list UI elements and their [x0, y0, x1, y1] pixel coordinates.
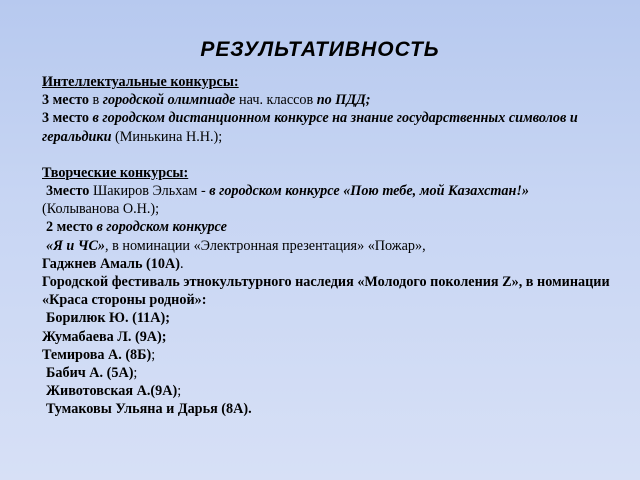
place: 2 место: [46, 219, 93, 236]
contest: «Я и ЧС»: [46, 237, 106, 254]
creative-item-2-detail: [42, 237, 612, 255]
student-1: Борилюк Ю. (11А);: [46, 310, 170, 327]
intellectual-header: Интеллектуальные конкурсы:: [42, 74, 239, 90]
creative-item-2-student: Гаджнев Амаль (10А).: [42, 255, 184, 272]
student-5: Животовская А.(9А);: [46, 383, 182, 400]
event: в городском конкурсе «Пою тебе, мой Казахстан!»: [209, 183, 530, 200]
intellectual-item-1: [42, 91, 612, 109]
place: 3место: [46, 183, 90, 200]
place: 3 место: [42, 92, 89, 109]
student: Гаджнев Амаль (10А): [42, 255, 180, 272]
slide-content: [42, 73, 612, 419]
creative-item-2: [42, 218, 612, 236]
nomination: , в номинации «Электронная презентация» «Пожар»,: [105, 237, 426, 254]
topic: по ПДД;: [316, 92, 371, 109]
festival-description: Городской фестиваль этнокультурного наследия «Молодого поколения Z», в номинации «Краса стороны родной»:: [42, 274, 610, 309]
student-6: Тумаковы Ульяна и Дарья (8А).: [46, 401, 252, 418]
student-4: Бабич А. (5А);: [46, 365, 138, 382]
place: 3 место: [42, 110, 89, 127]
student-3: Темирова А. (8Б);: [42, 346, 156, 363]
text: нач. классов: [235, 92, 317, 109]
teacher: (Колыванова О.Н.);: [42, 201, 160, 218]
event: в городском конкурсе: [92, 219, 227, 236]
event: городской олимпиаде: [102, 92, 236, 109]
text: в: [88, 92, 103, 109]
creative-item-1: [42, 182, 612, 200]
teacher: (Минькина Н.Н.);: [111, 128, 223, 145]
intellectual-item-2: [42, 109, 612, 145]
student: Шакиров Эльхам -: [89, 183, 210, 200]
slide-title: РЕЗУЛЬТАТИВНОСТЬ: [200, 38, 440, 61]
creative-header: Творческие конкурсы:: [42, 164, 189, 181]
student-2: Жумабаева Л. (9А);: [42, 328, 167, 345]
event: в городском дистанционном конкурсе на знание государственных символов и геральдики: [42, 110, 578, 145]
